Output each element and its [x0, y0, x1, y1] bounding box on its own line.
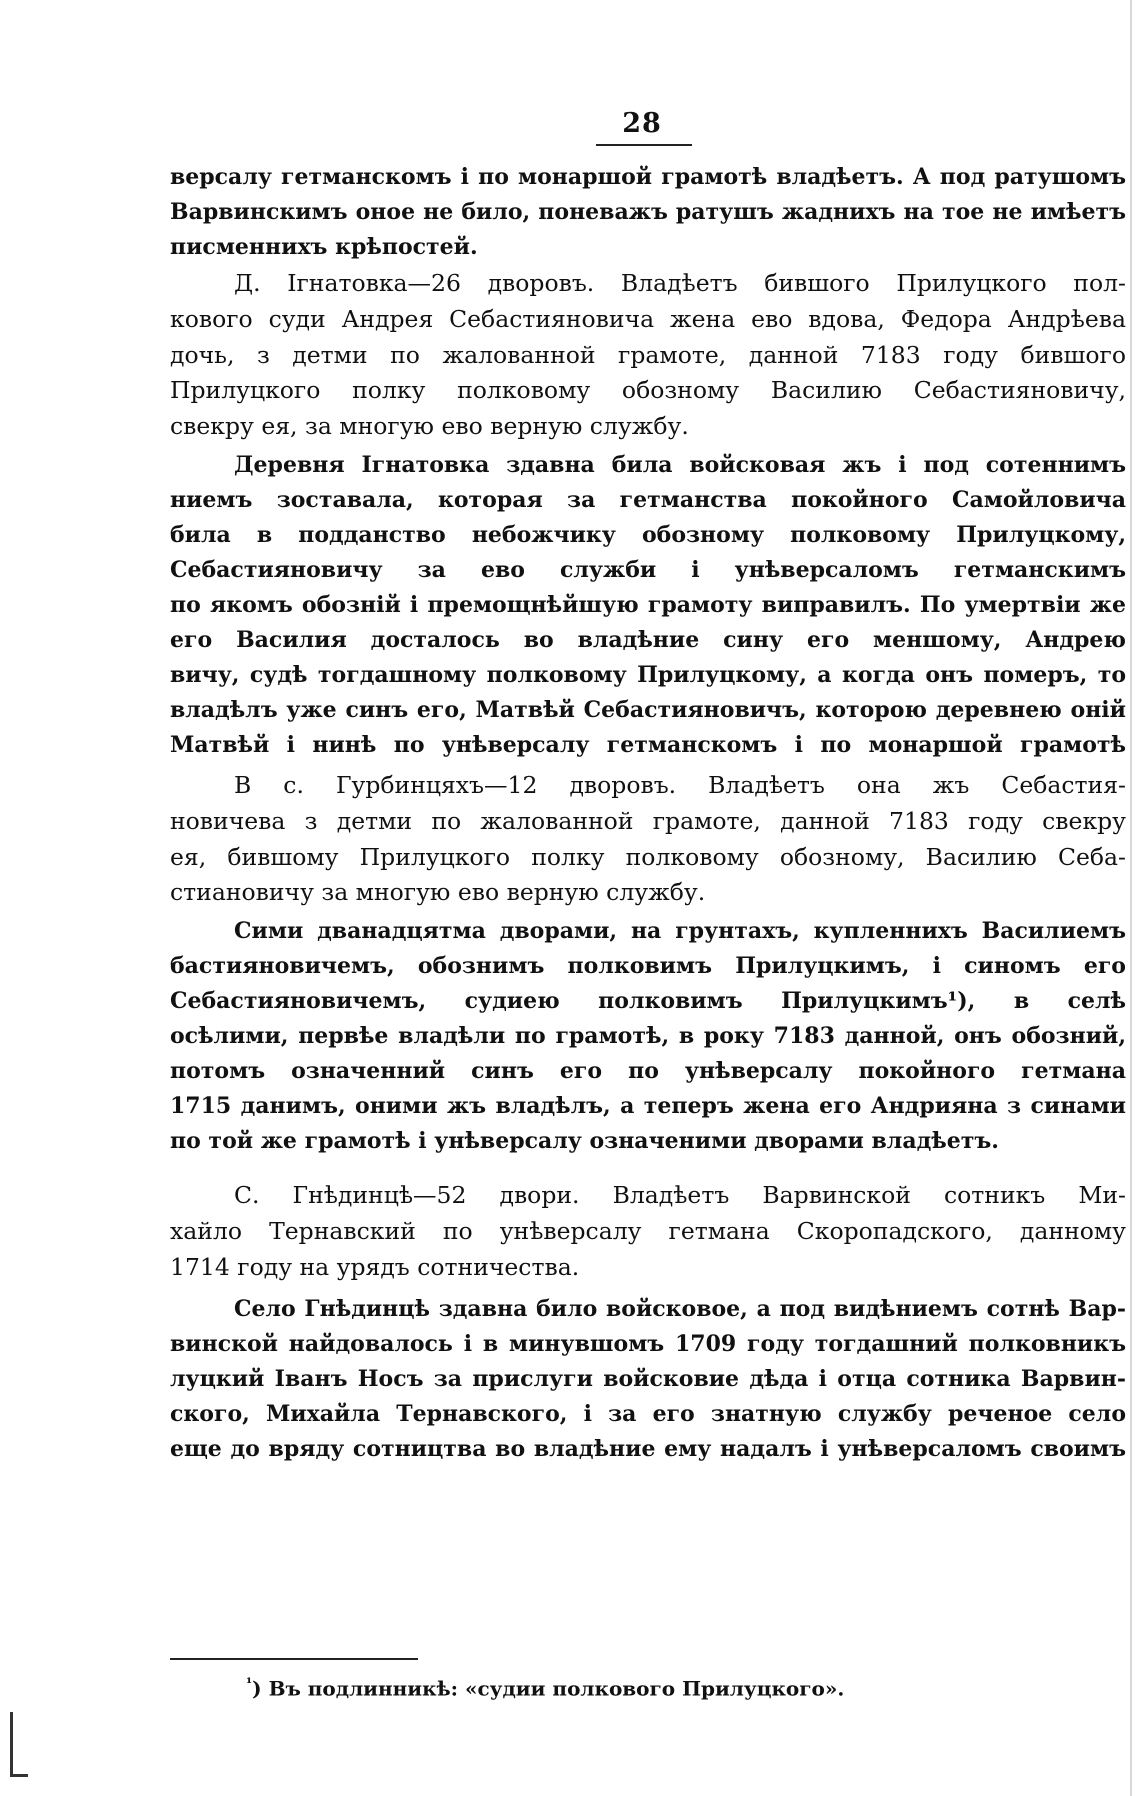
- corner-crop-mark-foot: [10, 1774, 28, 1777]
- paragraph-ignatovka-entry: [170, 266, 1126, 445]
- paragraph-gnedintsy-entry: [170, 1178, 1126, 1285]
- text-line: по якомъ обозній і премощнѣйшую грамоту виправилъ. По умертвіи же: [170, 592, 1126, 618]
- footnote-separator: [170, 1658, 418, 1660]
- text-line: бастияновичемъ, обознимъ полковимъ Прилуцкимъ, і синомъ его: [170, 953, 1126, 979]
- text-line: версалу гетманскомъ і по монаршой грамотѣ владѣетъ. А под ратушомъ: [170, 164, 1126, 190]
- text-line: вичу, судѣ тогдашному полковому Прилуцкому, а когда онъ померъ, то: [170, 662, 1126, 688]
- text-line: луцкий Іванъ Носъ за прислуги войсковие дѣда і отца сотника Варвин-: [170, 1366, 1126, 1392]
- text-line: писменнихъ крѣпостей.: [170, 234, 478, 260]
- text-line: кового суди Андрея Себастияновича жена ево вдова, Федора Андрѣева: [170, 304, 1126, 333]
- text-line: еще до вряду сотництва во владѣние ему надалъ і унѣверсаломъ своимъ: [170, 1436, 1126, 1462]
- text-line: Себастияновичемъ, судиею полковимъ Прилуцкимъ¹), в селѣ: [170, 988, 1126, 1014]
- text-line: винской найдовалось і в минувшомъ 1709 году тогдашний полковникъ: [170, 1331, 1126, 1357]
- text-line: Матвѣй і нинѣ по унѣверсалу гетманскомъ і по монаршой грамотѣ: [170, 732, 1126, 758]
- text-line: по той же грамотѣ і унѣверсалу означеними дворами владѣетъ.: [170, 1128, 999, 1154]
- text-line: ского, Михайла Тернавского, і за его знатную службу реченое село: [170, 1401, 1126, 1427]
- text-line: его Василия досталось во владѣние сину его меншому, Андрею: [170, 627, 1126, 653]
- text-line: Село Гнѣдинцѣ здавна било войсковое, а под видѣниемъ сотнѣ Вар-: [234, 1296, 1126, 1322]
- text-line: ея, бившому Прилуцкого полку полковому обозному, Василию Себа-: [170, 842, 1126, 871]
- text-line: свекру ея, за многую ево верную службу.: [170, 412, 689, 441]
- text-line: 1714 году на урядъ сотничества.: [170, 1252, 580, 1281]
- text-line: Прилуцкого полку полковому обозному Василию Себастияновичу,: [170, 376, 1126, 405]
- text-line: ниемъ зоставала, которая за гетманства покойного Самойловича: [170, 487, 1126, 513]
- paragraph-ignatovka-history: [170, 448, 1126, 763]
- paragraph-gnedintsy-history: [170, 1292, 1126, 1467]
- page-number-underline: [596, 144, 692, 146]
- text-line: Варвинскимъ оное не било, поневажъ ратушъ жаднихъ на тое не имѣетъ: [170, 199, 1126, 225]
- text-line: хайло Тернавский по унѣверсалу гетмана Скоропадского, данному: [170, 1216, 1126, 1245]
- text-line: Себастияновичу за ево служби і унѣверсаломъ гетманскимъ: [170, 557, 1126, 583]
- footnote: [246, 1676, 844, 1701]
- text-line: осѣлими, первѣе владѣли по грамотѣ, в року 7183 данной, онъ обозний,: [170, 1023, 1126, 1049]
- paragraph-gurbintsy-entry: [170, 768, 1126, 911]
- text-line: 1715 данимъ, оними жъ владѣлъ, а теперъ жена его Андрияна з синами: [170, 1093, 1126, 1119]
- text-line: владѣлъ уже синъ его, Матвѣй Себастияновичъ, которою деревнею оній: [170, 697, 1126, 723]
- text-line: В с. Гурбинцяхъ—12 дворовъ. Владѣетъ она жъ Себастия-: [234, 771, 1126, 799]
- text-line: стиановичу за многую ево верную службу.: [170, 878, 706, 907]
- text-line: Д. Ігнатовка—26 дворовъ. Владѣетъ бившого Прилуцкого пол-: [234, 269, 1126, 297]
- text-line: Сими дванадцятма дворами, на грунтахъ, купленнихъ Василиемъ: [234, 918, 1126, 944]
- text-line: била в подданство небожчику обозному полковому Прилуцкому,: [170, 522, 1126, 548]
- paragraph-gurbintsy-history: [170, 914, 1126, 1159]
- corner-crop-mark: [10, 1712, 13, 1776]
- text-line: потомъ означенний синъ его по унѣверсалу покойного гетмана: [170, 1058, 1126, 1084]
- footnote-marker: ¹: [246, 1676, 253, 1692]
- text-line: С. Гнѣдинцѣ—52 двори. Владѣетъ Варвинской сотникъ Ми-: [234, 1181, 1126, 1209]
- paragraph-continuation: [170, 160, 1126, 265]
- text-line: дочь, з детми по жалованной грамоте, данной 7183 году бившого: [170, 340, 1126, 369]
- footnote-text: ) Въ подлинникѣ: «судии полкового Прилуцкого».: [252, 1676, 845, 1701]
- text-line: новичева з детми по жалованной грамоте, данной 7183 году свекру: [170, 806, 1126, 835]
- page-edge-shadow: [1130, 0, 1132, 1796]
- text-line: Деревня Ігнатовка здавна била войсковая жъ і под сотеннимъ: [234, 452, 1126, 478]
- page-number: 28: [622, 108, 662, 139]
